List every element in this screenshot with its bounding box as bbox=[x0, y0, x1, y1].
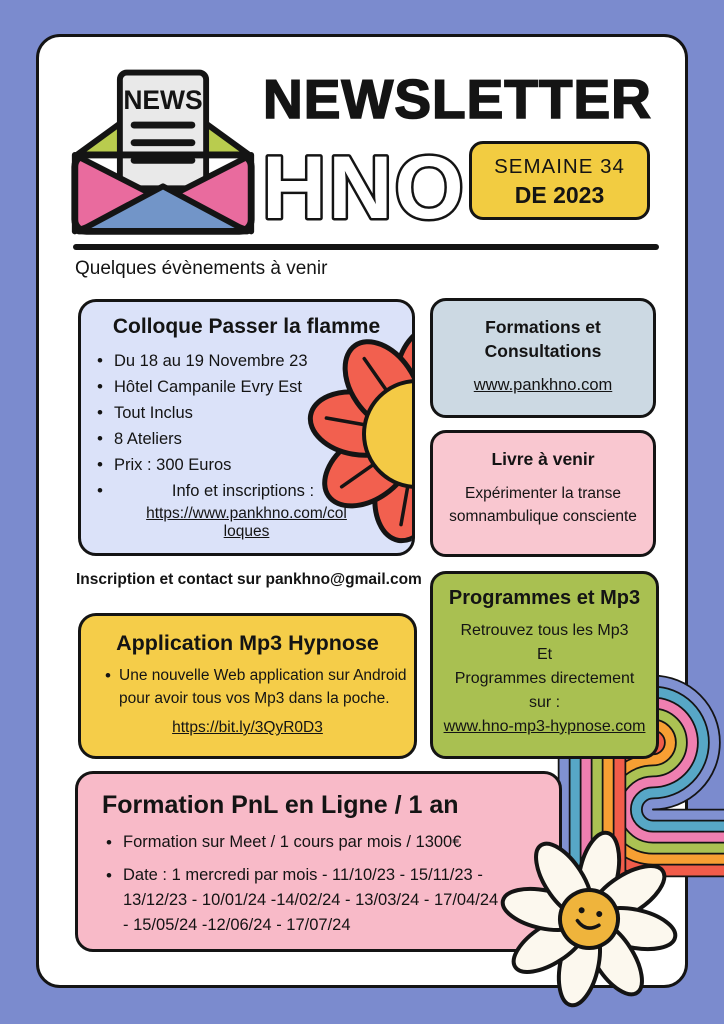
pankhno-link[interactable]: www.pankhno.com bbox=[473, 376, 613, 394]
livre-body: Expérimenter la transe somnambulique consciente bbox=[449, 485, 637, 525]
programmes-body-line: sur : bbox=[528, 694, 561, 711]
list-item: • Formation sur Meet / 1 cours par mois / 1300€ bbox=[96, 830, 559, 855]
list-item: • 8 Ateliers bbox=[87, 426, 412, 452]
hno-logo bbox=[260, 136, 470, 240]
colloque-link[interactable]: https://www.pankhno.com/col bbox=[146, 505, 347, 522]
badge-year: DE 2023 bbox=[514, 182, 605, 208]
list-item: • Tout Inclus bbox=[87, 400, 412, 426]
list-item: • Une nouvelle Web application sur Android pour avoir tous vos Mp3 dans la poche. bbox=[95, 664, 414, 710]
application-title: Application Mp3 Hypnose bbox=[116, 631, 379, 655]
tagline: Quelques évènements à venir bbox=[75, 258, 328, 279]
formations-card bbox=[430, 298, 656, 418]
formation-pnl-card bbox=[75, 771, 562, 952]
header-divider bbox=[73, 244, 659, 250]
livre-title: Livre à venir bbox=[491, 449, 595, 469]
formations-title-line1: Formations et bbox=[485, 317, 601, 337]
list-item: • Prix : 300 Euros bbox=[87, 452, 412, 478]
svg-text:HNO: HNO bbox=[262, 137, 466, 237]
colloque-link-wrap[interactable]: loques bbox=[223, 523, 270, 540]
livre-card bbox=[430, 430, 656, 557]
list-item: • Hôtel Campanile Evry Est bbox=[87, 374, 412, 400]
week-badge bbox=[469, 141, 650, 220]
bitly-link[interactable]: https://bit.ly/3QyR0D3 bbox=[172, 719, 323, 736]
contact-line: Inscription et contact sur pankhno@gmail.com bbox=[76, 571, 422, 588]
programmes-body-line: Retrouvez tous les Mp3 bbox=[460, 622, 629, 639]
application-card bbox=[78, 613, 417, 759]
programmes-body-line: Programmes directement bbox=[454, 670, 635, 687]
programmes-body-line: Et bbox=[536, 646, 553, 663]
mp3-site-link[interactable]: www.hno-mp3-hypnose.com bbox=[443, 718, 646, 735]
list-item: • Date : 1 mercredi par mois - 11/10/23 - 15/11/23 - 13/12/23 - 10/01/24 -14/02/24 - 13/03/24 - 17/04/24 - 15/05/24 -12/06/24 - 17/07/24 bbox=[96, 863, 559, 938]
colloque-info-label: • Info et inscriptions : bbox=[87, 478, 412, 504]
formations-title-line2: Consultations bbox=[484, 341, 602, 361]
news-envelope-icon bbox=[65, 61, 261, 243]
newsletter-page bbox=[36, 34, 688, 988]
formations-title bbox=[433, 315, 653, 363]
formation-pnl-bullet-list bbox=[96, 830, 559, 938]
programmes-body bbox=[433, 619, 656, 739]
colloque-bullet-list bbox=[87, 348, 412, 504]
colloque-card bbox=[78, 299, 415, 556]
formation-pnl-title: Formation PnL en Ligne / 1 an bbox=[102, 791, 459, 819]
colloque-title: Colloque Passer la flamme bbox=[112, 315, 381, 338]
list-item: • Du 18 au 19 Novembre 23 bbox=[87, 348, 412, 374]
programmes-title: Programmes et Mp3 bbox=[448, 587, 641, 609]
programmes-card bbox=[430, 571, 659, 759]
newsletter-title: NEWSLETTER bbox=[263, 68, 652, 130]
news-label: NEWS bbox=[123, 84, 203, 115]
application-bullet-list bbox=[95, 664, 414, 710]
badge-week: SEMAINE 34 bbox=[494, 155, 625, 178]
